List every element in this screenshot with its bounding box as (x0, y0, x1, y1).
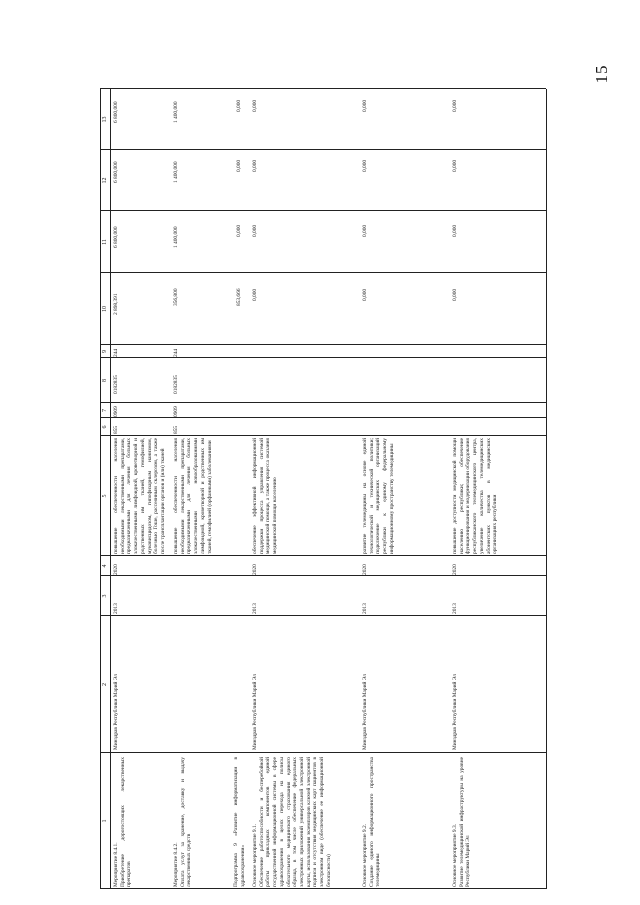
header-cell: 4 (102, 564, 108, 568)
expense-type-code: 244 (173, 348, 179, 357)
end-year: 2020 (452, 564, 458, 575)
measure-name: Основное мероприятие 9.3. Развитие телемедицинской инфраструктуры на уровне Республики Марий Эл (452, 757, 472, 887)
col-border (100, 417, 546, 418)
amount-2016: 1 400,000 (173, 101, 179, 123)
table-bottom-border (546, 89, 547, 889)
measure-name: Основное мероприятие 9.1. Обеспечение работоспособности и бесперебойной работы прикладных компонентов единой государственной информационной системы в сфере здравоохранения в целях перехода на полисы обязательного медицинского страхования единого образца, в том числе обеспечение федеральных электронных приложений универсальной электронной карты, использования экземпляров ключей электронной подписи и отсутствия медицинских карт пациентов в электронном виде (обеспечение ее информационной безопасности) (252, 757, 332, 887)
amount-2015: 6 800,000 (113, 161, 119, 183)
header-cell: 12 (102, 177, 108, 184)
amount-2013: 0,000 (362, 288, 368, 301)
end-year: 2020 (252, 564, 258, 575)
target-article-code: 0182835 (113, 375, 119, 394)
amount-2014: 1 400,000 (173, 226, 179, 248)
amount-2014: 0,000 (362, 224, 368, 237)
grbs-code: 855 (113, 425, 119, 434)
header-cell: 8 (102, 379, 108, 382)
target-article-code: 0182835 (173, 375, 179, 394)
header-cell: 11 (102, 239, 108, 245)
col-border (100, 357, 546, 358)
start-year: 2013 (113, 603, 119, 614)
col-border (100, 888, 546, 889)
amount-2013: 2 898,391 (113, 293, 119, 315)
expense-type-code: 244 (113, 348, 119, 357)
amount-2014: 0,000 (452, 224, 458, 237)
amount-2016: 0,000 (362, 99, 368, 112)
start-year: 2013 (252, 603, 258, 614)
amount-2016: 6 800,000 (113, 101, 119, 123)
amount-2015: 0,000 (362, 159, 368, 172)
measure-name: Мероприятие 8.4.1. Приобретение дорогостоящих лекарственных препаратов (113, 757, 133, 887)
col-border (100, 344, 546, 345)
executor: Минздрав Республики Марий Эл (362, 674, 368, 750)
subprogram-name: Подпрограмма 9 «Развитие информатизации в здравоохранении» (233, 757, 246, 887)
header-cell: 7 (102, 409, 108, 412)
executor: Минздрав Республики Марий Эл (252, 674, 258, 750)
amount-2013: 0,000 (452, 288, 458, 301)
col-border (100, 149, 546, 150)
expected-result: обеспечение эффективной информационной поддержки процесса управления системой медицинской помощи, а также процесса оказания медицинской помощи населению (252, 438, 279, 554)
expected-result: повышение доступности медицинской помощи населению республики; обеспечение функционирования и модернизации оборудования республиканского телемедицинского центра, увеличение количества телемедицинских абонентских пунктов в медицинских организациях республики (452, 438, 499, 554)
amount-2015: 1 400,000 (173, 161, 179, 183)
expected-result: развитие телемедицины на основе единой технологической и технической политики; подключение медицинских организаций республики к единому федеральному информационному пространству телемедицины (362, 438, 395, 554)
measure-name: Мероприятие 8.4.2. Оплата услуг за хранение, доставку и выдачу лекарственных средств (173, 757, 193, 887)
amount-2013: 356,800 (173, 288, 179, 306)
executor: Минздрав Республики Марий Эл (452, 674, 458, 750)
amount-2015: 0,000 (236, 159, 242, 172)
measure-name: Основное мероприятие 9.2. Создание единого информационного пространства телемедицины (362, 757, 382, 887)
expected-result: повышение обеспеченности населения необходимыми лекарственными препаратами, предназначенными для лечения больных злокачественными новообразованиями лимфоидной, кроветворной и родственных им тканей, гемофилией (орфанными) заболеваниями (173, 438, 213, 554)
col-border (100, 402, 546, 403)
header-cell: 1 (102, 819, 108, 823)
header-cell: 5 (102, 494, 108, 498)
expected-result: повышение обеспеченности населения необходимыми лекарственными препаратами, предназначенными для лечения больных злокачественными лимфоидной, кроветворной и родственных им тканей, гемофилией, муковисцидозом, гипофизарным нанизмом, болезнью Гоше, рассеянным склерозом, а также после трансплантации органов и (или) тканей (113, 438, 166, 554)
end-year: 2020 (362, 564, 368, 575)
amount-2014: 0,000 (252, 224, 258, 237)
end-year: 2020 (113, 564, 119, 575)
header-cell: 6 (102, 425, 108, 429)
header-cell: 10 (102, 306, 108, 312)
col-border (100, 210, 546, 211)
amount-2016: 0,000 (452, 99, 458, 112)
col-border (100, 575, 546, 576)
col-border (100, 88, 546, 89)
amount-2015: 0,000 (452, 159, 458, 172)
program-table (100, 89, 546, 889)
amount-2013: 0,000 (252, 288, 258, 301)
col-border (100, 615, 546, 616)
page-number: 15 (592, 64, 611, 84)
amount-2014: 6 800,000 (113, 226, 119, 248)
amount-2016: 0,000 (236, 99, 242, 112)
amount-2014: 0,000 (236, 224, 242, 237)
section-code: 0909 (173, 406, 179, 417)
amount-2016: 0,000 (252, 99, 258, 112)
header-cell: 9 (102, 350, 108, 353)
section-code: 0909 (113, 406, 119, 417)
header-cell: 2 (102, 683, 108, 686)
amount-2013: 853,666 (236, 288, 242, 306)
executor: Минздрав Республики Марий Эл (113, 674, 119, 750)
grbs-code: 855 (173, 425, 179, 434)
col-border (100, 752, 546, 753)
amount-2015: 0,000 (252, 159, 258, 172)
col-border (100, 555, 546, 556)
header-cell: 3 (102, 594, 108, 598)
header-bottom-border (110, 89, 111, 889)
col-border (100, 435, 546, 436)
col-border (100, 272, 546, 273)
start-year: 2013 (362, 603, 368, 614)
header-cell: 13 (102, 116, 108, 123)
start-year: 2013 (452, 603, 458, 614)
